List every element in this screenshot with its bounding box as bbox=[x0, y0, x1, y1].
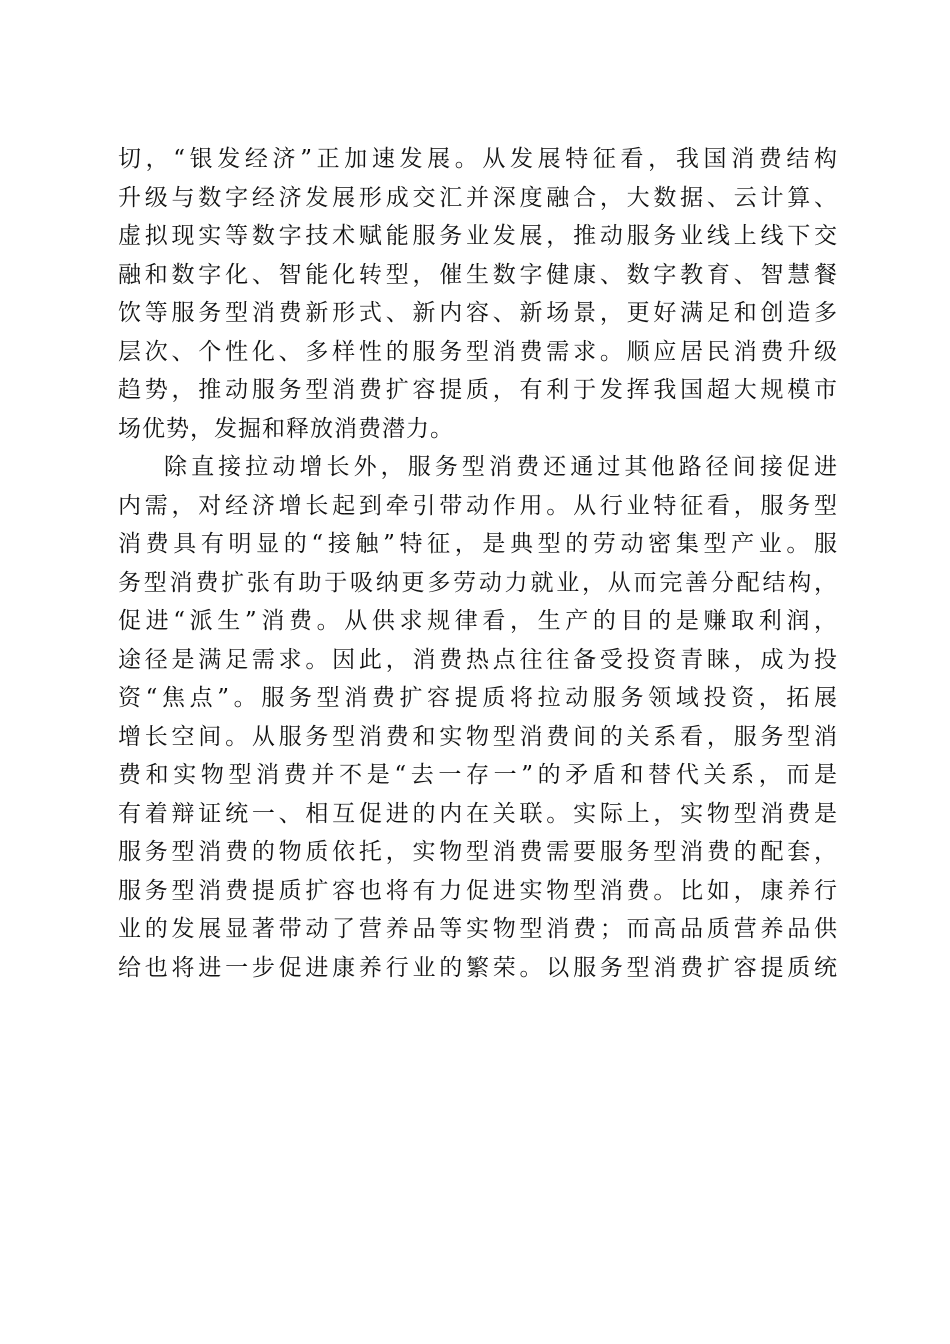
text-line: 除直接拉动增长外，服务型消费还通过其他路径间接促进 bbox=[164, 454, 838, 480]
text-line: 增长空间。从服务型消费和实物型消费间的关系看，服务型消 bbox=[118, 723, 838, 750]
text-line: 务型消费扩张有助于吸纳更多劳动力就业，从而完善分配结构， bbox=[118, 569, 838, 596]
text-line: 内需，对经济增长起到牵引带动作用。从行业特征看，服务型 bbox=[118, 492, 838, 519]
text-line: 给也将进一步促进康养行业的繁荣。以服务型消费扩容提质统 bbox=[118, 954, 838, 981]
text-line: 服务型消费的物质依托，实物型消费需要服务型消费的配套， bbox=[118, 839, 838, 865]
text-line: 途径是满足需求。因此，消费热点往往备受投资青睐，成为投 bbox=[118, 646, 838, 673]
text-line: 场优势，发掘和释放消费潜力。 bbox=[118, 415, 454, 442]
text-line: 业的发展显著带动了营养品等实物型消费；而高品质营养品供 bbox=[118, 916, 838, 942]
text-line: 切，“银发经济”正加速发展。从发展特征看，我国消费结构 bbox=[118, 146, 838, 172]
text-line: 虚拟现实等数字技术赋能服务业发展，推动服务业线上线下交 bbox=[118, 223, 838, 249]
text-line: 融和数字化、智能化转型，催生数字健康、数字教育、智慧餐 bbox=[118, 261, 838, 288]
text-line: 服务型消费提质扩容也将有力促进实物型消费。比如，康养行 bbox=[118, 877, 838, 904]
text-line: 促进“派生”消费。从供求规律看，生产的目的是赚取利润， bbox=[118, 608, 838, 634]
text-line: 升级与数字经济发展形成交汇并深度融合，大数据、云计算、 bbox=[118, 184, 838, 211]
text-line: 层次、个性化、多样性的服务型消费需求。顺应居民消费升级 bbox=[118, 338, 838, 365]
body-text bbox=[118, 140, 838, 987]
text-line: 趋势，推动服务型消费扩容提质，有利于发挥我国超大规模市 bbox=[118, 377, 838, 403]
paragraph-1 bbox=[118, 140, 838, 448]
text-line: 消费具有明显的“接触”特征，是典型的劳动密集型产业。服 bbox=[118, 531, 838, 557]
text-line: 资“焦点”。服务型消费扩容提质将拉动服务领域投资，拓展 bbox=[118, 685, 838, 711]
text-line: 费和实物型消费并不是“去一存一”的矛盾和替代关系，而是 bbox=[118, 762, 838, 788]
text-line: 有着辩证统一、相互促进的内在关联。实际上，实物型消费是 bbox=[118, 800, 838, 827]
paragraph-2 bbox=[118, 448, 838, 987]
text-line: 饮等服务型消费新形式、新内容、新场景，更好满足和创造多 bbox=[118, 300, 838, 326]
